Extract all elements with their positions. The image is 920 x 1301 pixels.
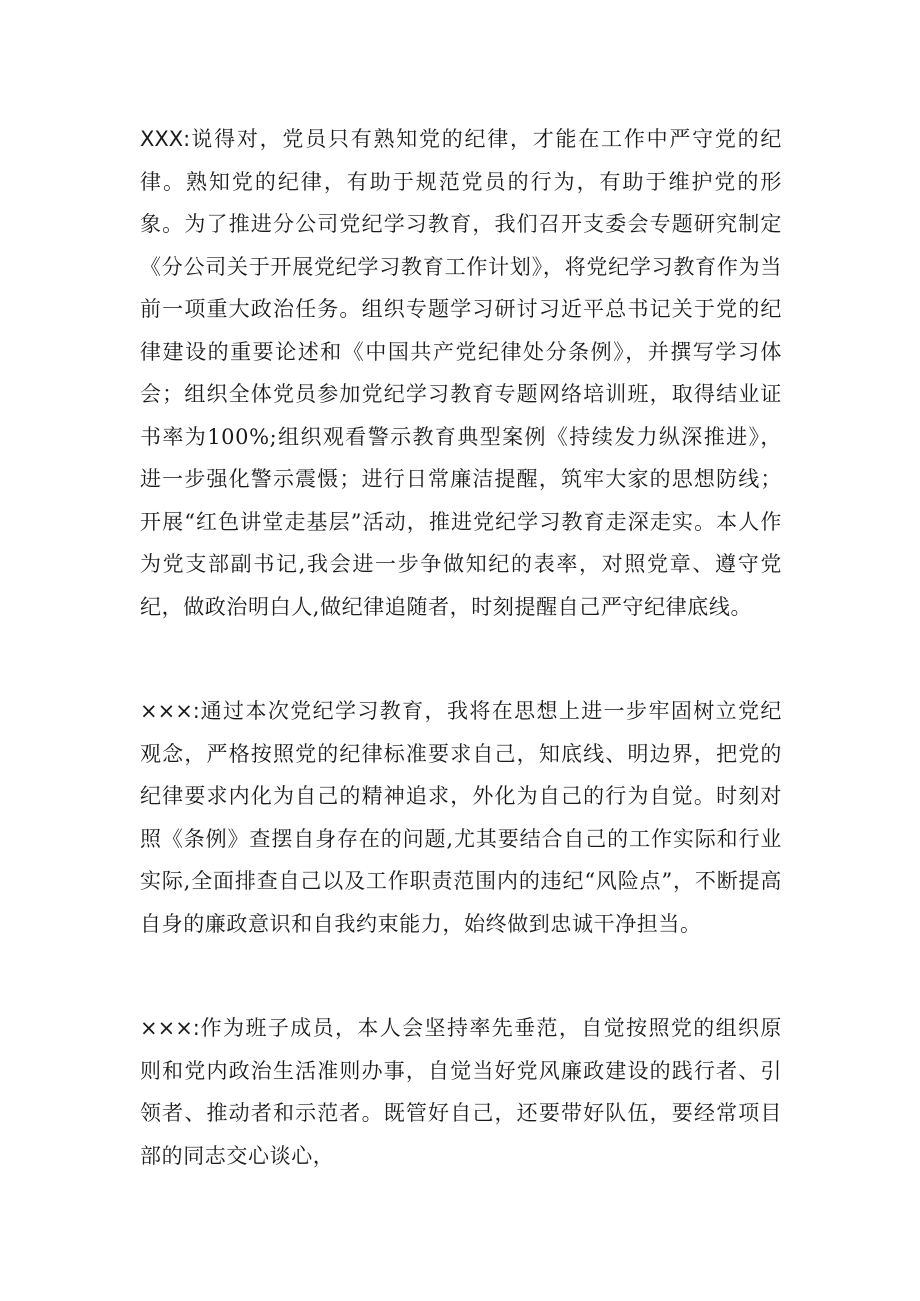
paragraph-2	[140, 690, 782, 945]
speaker-label: ×××:	[140, 1016, 200, 1040]
paragraph-3	[140, 1007, 782, 1177]
paragraph-text: 说得对，党员只有熟知党的纪律，才能在工作中严守党的纪律。熟知党的纪律，有助于规范党员的行为，有助于维护党的形象。为了推进分公司党纪学习教育，我们召开支委会专题研究制定《分公司关于开展党纪学习教育工作计划》，将党纪学习教育作为当前一项重大政治任务。组织专题学习研讨习近平总书记关于党的纪律建设的重要论述和《中国共产党纪律处分条例》，并撰写学习体会；组织全体党员参加党纪学习教育专题网络培训班，取得结业证书率为100%;组织观看警示教育典型案例《持续发力纵深推进》，进一步强化警示震慑；进行日常廉洁提醒，筑牢大家的思想防线；开展“红色讲堂走基层”活动，推进党纪学习教育走深走实。本人作为党支部副书记,我会进一步争做知纪的表率，对照党章、遵守党纪，做政治明白人,做纪律追随者，时刻提醒自己严守纪律底线。	[140, 127, 782, 619]
paragraph-text: 作为班子成员，本人会坚持率先垂范，自觉按照党的组织原则和党内政治生活准则办事，自觉当好党风廉政建设的践行者、引领者、推动者和示范者。既管好自己，还要带好队伍，要经常项目部的同志交心谈心，	[140, 1016, 782, 1168]
paragraph-1	[140, 118, 782, 628]
speaker-label: ×××:	[140, 699, 200, 723]
speaker-label: XXX:	[140, 127, 191, 151]
paragraph-text: 通过本次党纪学习教育，我将在思想上进一步牢固树立党纪观念，严格按照党的纪律标准要求自己，知底线、明边界，把党的纪律要求内化为自己的精神追求，外化为自己的行为自觉。时刻对照《条例》查摆自身存在的问题,尤其要结合自己的工作实际和行业实际,全面排查自己以及工作职责范围内的违纪“风险点”，不断提高自身的廉政意识和自我约束能力，始终做到忠诚干净担当。	[140, 699, 782, 936]
